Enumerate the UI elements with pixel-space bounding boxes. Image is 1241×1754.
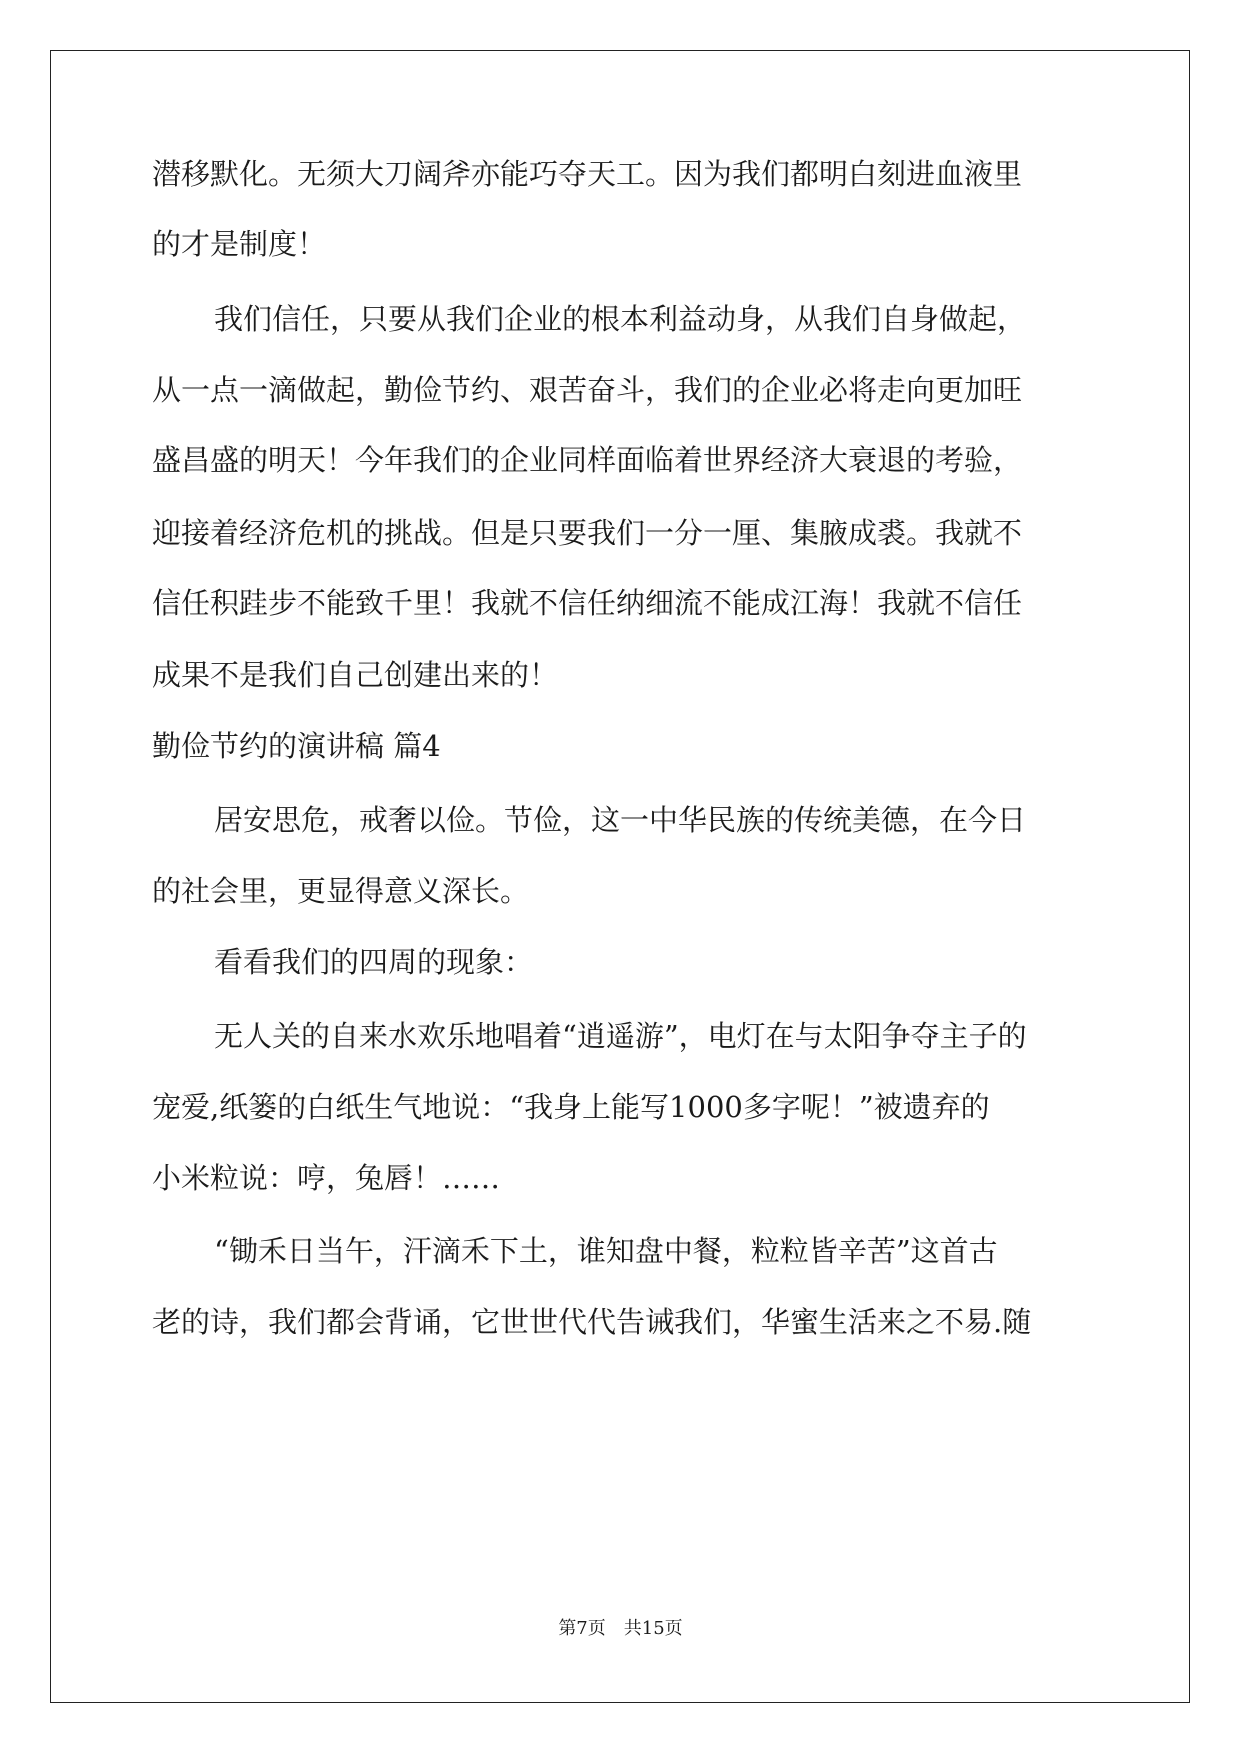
paragraph-line: 成果不是我们自己创建出来的！ xyxy=(152,658,559,692)
paragraph-line: 潜移默化。无须大刀阔斧亦能巧夺天工。因为我们都明白刻进血液里 xyxy=(152,157,1023,191)
paragraph-line: 的社会里，更显得意义深长。 xyxy=(152,874,530,908)
paragraph-line: 的才是制度！ xyxy=(152,227,327,261)
paragraph-line: 迎接着经济危机的挑战。但是只要我们一分一厘、集腋成裘。我就不 xyxy=(152,516,1023,550)
page-footer: 第7页 共15页 xyxy=(558,1618,683,1639)
paragraph-line: 无人关的自来水欢乐地唱着“逍遥游”，电灯在与太阳争夺主子的 xyxy=(214,1019,1027,1053)
paragraph-line: 盛昌盛的明天！今年我们的企业同样面临着世界经济大衰退的考验， xyxy=(152,443,1023,477)
paragraph-line: 从一点一滴做起，勤俭节约、艰苦奋斗，我们的企业必将走向更加旺 xyxy=(152,373,1023,407)
paragraph-line: 看看我们的四周的现象： xyxy=(214,945,534,979)
paragraph-line: 小米粒说：哼，兔唇！…… xyxy=(152,1161,501,1195)
paragraph-line: “锄禾日当午，汗滴禾下土，谁知盘中餐，粒粒皆辛苦”这首古 xyxy=(214,1234,998,1268)
paragraph-line: 宠爱,纸篓的白纸生气地说：“我身上能写1000多字呢！”被遗弃的 xyxy=(152,1090,990,1124)
paragraph-line: 居安思危，戒奢以俭。节俭，这一中华民族的传统美德，在今日 xyxy=(214,803,1027,837)
section-heading: 勤俭节约的演讲稿 篇4 xyxy=(152,729,441,763)
paragraph-line: 我们信任，只要从我们企业的根本利益动身，从我们自身做起， xyxy=(214,302,1027,336)
paragraph-line: 信任积跬步不能致千里！我就不信任纳细流不能成江海！我就不信任 xyxy=(152,586,1023,620)
paragraph-line: 老的诗，我们都会背诵，它世世代代告诫我们，华蜜生活来之不易.随 xyxy=(152,1305,1032,1339)
